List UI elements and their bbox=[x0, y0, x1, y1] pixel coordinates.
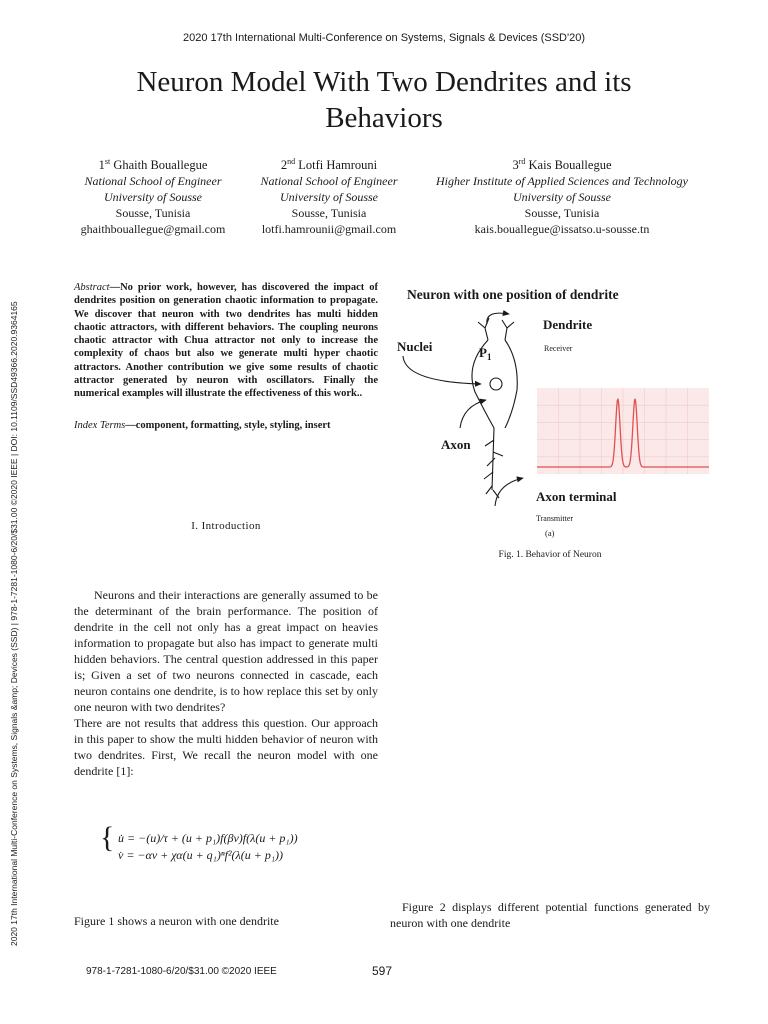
author-email: kais.bouallegue@issatso.u-sousse.tn bbox=[474, 222, 650, 237]
paper-title: Neuron Model With Two Dendrites and its Behaviors bbox=[136, 66, 632, 134]
author-institution: National School of Engineer bbox=[84, 174, 222, 189]
author-name: Kais Bouallegue bbox=[528, 158, 612, 173]
figure-1-caption: Fig. 1. Behavior of Neuron bbox=[498, 550, 602, 560]
author-ordinal-suffix: rd bbox=[518, 157, 526, 166]
author-email: ghaithbouallegue@gmail.com bbox=[80, 222, 226, 237]
label-nuclei: Nuclei bbox=[397, 339, 433, 354]
author-block-2 bbox=[236, 154, 422, 237]
label-dendrite: Dendrite bbox=[543, 317, 593, 332]
page-number: 597 bbox=[372, 964, 393, 978]
author-name: Lotfi Hamrouni bbox=[298, 158, 378, 173]
label-axon-terminal: Axon terminal bbox=[536, 489, 617, 504]
label-subfigure: (a) bbox=[545, 528, 555, 538]
author-location: Sousse, Tunisia bbox=[115, 206, 191, 221]
author-ordinal-suffix: nd bbox=[287, 157, 296, 166]
figure-title: Neuron with one position of dendrite bbox=[407, 287, 619, 302]
label-receiver: Receiver bbox=[544, 344, 573, 353]
label-p1: $P_1$ bbox=[479, 345, 492, 362]
author-university: University of Sousse bbox=[104, 190, 202, 205]
author-university: University of Sousse bbox=[513, 190, 611, 205]
author-location: Sousse, Tunisia bbox=[524, 206, 600, 221]
figure-1-reference: Figure 1 shows a neuron with one dendrite bbox=[74, 914, 279, 928]
author-ordinal: 3 bbox=[512, 158, 519, 173]
equation-brace: { bbox=[100, 821, 115, 854]
label-transmitter: Transmitter bbox=[536, 514, 574, 523]
author-university: University of Sousse bbox=[280, 190, 378, 205]
neuron-figure bbox=[393, 280, 723, 540]
author-ordinal: 1 bbox=[98, 158, 105, 173]
author-block-1 bbox=[60, 154, 246, 237]
section-heading-introduction: I. Introduction bbox=[191, 520, 261, 532]
author-email: lotfi.hamrounii@gmail.com bbox=[261, 222, 397, 237]
potential-plot bbox=[537, 388, 709, 474]
abstract-text: —No prior work, however, has discovered the impact of dendrites position on generation chaotic information to propagate. We discover that neuron with two dendrites has multi hidden chaotic attractors, with different behaviors. The coupling neurons chaotic attractor with Chua attractor not only to increase the complexity of chaos but also we generate multi hyper chaotic attractors. Another contribution we give some results of chaotic attractor generated by neuron with oscillators. Finally the numerical examples will illustrate the effectiveness of this work.. bbox=[74, 282, 378, 400]
author-institution: Higher Institute of Applied Sciences and Technology bbox=[436, 174, 688, 189]
footer-copyright: 978-1-7281-1080-6/20/$31.00 ©2020 IEEE bbox=[86, 966, 277, 977]
index-terms-label: Index Terms bbox=[74, 420, 126, 431]
equation-line-2: v̇ = −αv + χα(u + q₁)ⁿf²(λ(u + p₁)) bbox=[118, 848, 283, 862]
abstract-label: Abstract bbox=[74, 282, 110, 293]
figure-2-reference: Figure 2 displays different potential functions generated by neuron with one dendrite bbox=[390, 900, 710, 930]
author-ordinal-suffix: st bbox=[104, 157, 111, 166]
author-ordinal: 2 bbox=[280, 158, 288, 173]
index-terms-text: —component, formatting, style, styling, insert bbox=[125, 420, 331, 431]
intro-paragraph-1: Neurons and their interactions are generally assumed to be the determinant of the brain performance. The position of dendrite in the cell not only has a great impact on heavies information to propagate but also has impact to generate multi hidden behaviors. The central question addressed in this paper is; Given a set of two neurons connected in cascade, each neuron contains one dendrite, is to how replace this set by only one neuron with two dendrites? bbox=[74, 588, 378, 714]
author-block-3 bbox=[410, 154, 714, 237]
doi-sidebar: 2020 17th International Multi-Conference on Systems, Signals &amp; Devices (SSD) | 978-1-7281-1080-6/20/$31.00 ©2020 IEEE | DOI: 10.1109/SSD49366.2020.9364165 bbox=[9, 301, 19, 946]
author-name: Ghaith Bouallegue bbox=[113, 158, 208, 173]
equation-line-1: u̇ = −(u)/τ + (u + p₁)f(βv)f(λ(u + p₁)) bbox=[118, 831, 298, 845]
index-terms bbox=[74, 420, 378, 431]
label-axon: Axon bbox=[441, 437, 471, 452]
author-location: Sousse, Tunisia bbox=[291, 206, 367, 221]
conference-header: 2020 17th International Multi-Conference on Systems, Signals & Devices (SSD'20) bbox=[183, 32, 585, 44]
abstract bbox=[74, 281, 378, 401]
author-institution: National School of Engineer bbox=[260, 174, 398, 189]
intro-paragraph-2: There are not results that address this question. Our approach in this paper to show the multi hidden behavior of neuron with two dendrites. First, We recall the neuron model with one dendrite [1]: bbox=[74, 716, 378, 778]
